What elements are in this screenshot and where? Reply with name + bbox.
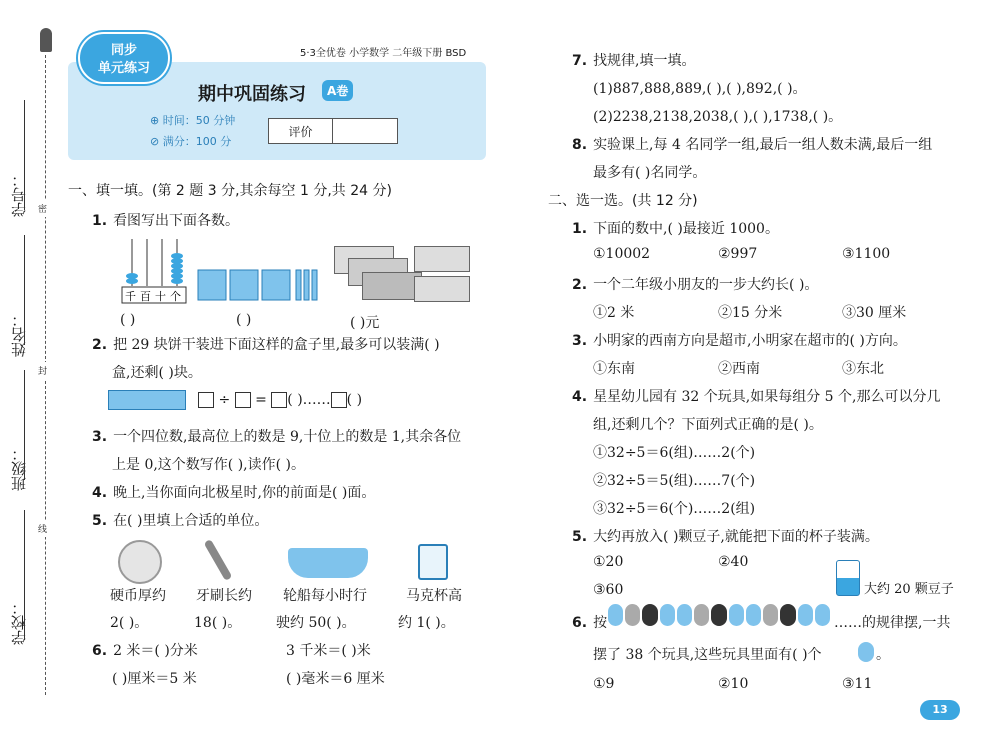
q-text: 按 — [593, 615, 608, 631]
toy-icon — [798, 604, 813, 626]
blocks-figure — [196, 262, 326, 304]
q-num: 5. — [92, 513, 108, 529]
seal-mark-feng: 封 — [38, 362, 47, 379]
question-2-1 — [572, 218, 779, 238]
option-c[interactable]: ③11 — [842, 676, 873, 692]
q-text: 星星幼儿园有 32 个玩具,如果每组分 5 个,那么可以分几 — [593, 389, 941, 405]
toy-sequence — [608, 604, 830, 630]
option-b[interactable]: ②西南 — [718, 361, 760, 377]
school-line[interactable] — [24, 510, 25, 640]
q-num: 6. — [92, 643, 108, 659]
seal-mark-xian: 线 — [38, 520, 47, 537]
cup-caption: 大约 20 颗豆子 — [864, 582, 954, 597]
evaluation-field[interactable] — [333, 119, 397, 143]
evaluation-label: 评价 — [269, 119, 333, 143]
answer-blank-money[interactable]: ( )元 — [350, 315, 380, 331]
class-label: 班级： — [10, 446, 28, 491]
option-b[interactable]: ②10 — [718, 676, 749, 692]
abacus-label: 千百十个 — [125, 290, 185, 303]
q-num: 2. — [92, 337, 108, 353]
toy-icon — [729, 604, 744, 626]
badge-line-1: 同步 — [110, 43, 137, 58]
question-2-5 — [572, 526, 879, 546]
q-num: 7. — [572, 53, 588, 69]
option-c[interactable]: ③60 — [593, 582, 624, 598]
question-2-2 — [572, 274, 818, 294]
toy-icon — [780, 604, 795, 626]
cookie-box-icon — [108, 390, 186, 410]
option-c[interactable]: ③1100 — [842, 246, 891, 262]
option-b[interactable]: ②997 — [718, 246, 758, 262]
question-1-2-cont: 盒,还剩( )块。 — [112, 365, 202, 381]
question-2-6-cont: 摆了 38 个玩具,这些玩具里面有( )个 — [593, 647, 822, 663]
q6-item-3: ( )厘米＝5 米 — [112, 671, 197, 687]
answer-box[interactable] — [331, 392, 347, 408]
question-8 — [572, 134, 932, 154]
question-2-3 — [572, 330, 907, 350]
q-num: 3. — [92, 429, 108, 445]
q-num: 6. — [572, 615, 588, 631]
ten-rods — [296, 270, 317, 300]
q5-answer-ship[interactable]: 驶约 50( )。 — [276, 615, 356, 631]
ship-icon — [288, 548, 368, 578]
q-text: 找规律,填一填。 — [593, 53, 696, 69]
q-num: 5. — [572, 529, 588, 545]
unit-blank[interactable]: ( ) — [346, 392, 363, 408]
banknotes-figure — [334, 246, 470, 304]
toy-icon — [763, 604, 778, 626]
q-text: 一个四位数,最高位上的数是 9,十位上的数是 1,其余各位 — [113, 429, 462, 445]
option-a[interactable]: ①9 — [593, 676, 615, 692]
q7-sequence-1: (1)887,888,889,( ),( ),892,( )。 — [593, 81, 807, 97]
q5-label-coin: 硬币厚约 — [110, 588, 166, 604]
q-text: 大约再放入( )颗豆子,就能把下面的杯子装满。 — [593, 529, 879, 545]
rocket-icon — [40, 28, 52, 52]
question-8-cont: 最多有( )名同学。 — [593, 165, 707, 181]
q5-label-ship: 轮船每小时行 — [283, 588, 367, 604]
monkey-toy-icon — [858, 642, 874, 662]
q-num: 2. — [572, 277, 588, 293]
toy-icon — [625, 604, 640, 626]
q-text: 小明家的西南方向是超市,小明家在超市的( )方向。 — [593, 333, 907, 349]
toy-icon — [815, 604, 830, 626]
option-c[interactable]: ③32÷5＝6(个)……2(组) — [593, 501, 756, 517]
evaluation-box — [268, 118, 398, 144]
version-badge: A卷 — [322, 80, 353, 101]
divide-sign: ÷ — [218, 392, 231, 408]
question-2-4-cont: 组,还剩几个？下面列式正确的是( )。 — [593, 417, 823, 433]
division-equation — [198, 392, 362, 408]
class-line[interactable] — [24, 370, 25, 480]
cup-icon — [836, 560, 860, 596]
name-line[interactable] — [24, 235, 25, 345]
question-2-6-end: 。 — [876, 647, 890, 663]
section-2-title: 二、选一选。(共 12 分) — [548, 193, 698, 209]
q-text: 2 米＝( )分米 — [113, 643, 198, 659]
q-text: 实验课上,每 4 名同学一组,最后一组人数未满,最后一组 — [593, 137, 933, 153]
unit-blank[interactable]: ( ) — [287, 392, 303, 408]
toy-icon — [642, 604, 657, 626]
q5-label-toothbrush: 牙刷长约 — [196, 588, 252, 604]
question-1-3 — [92, 426, 461, 446]
option-c[interactable]: ③东北 — [842, 361, 884, 377]
mug-icon — [418, 544, 448, 580]
q-text: 在( )里填上合适的单位。 — [113, 513, 269, 529]
toy-icon — [694, 604, 709, 626]
answer-box[interactable] — [271, 392, 287, 408]
q-num: 3. — [572, 333, 588, 349]
option-a[interactable]: ①10002 — [593, 246, 651, 262]
page-number: 13 — [920, 700, 960, 720]
score-text: 满分：100 分 — [162, 135, 232, 148]
q-num: 4. — [572, 389, 588, 405]
option-c[interactable]: ③30 厘米 — [842, 305, 907, 321]
option-a[interactable]: ①20 — [593, 554, 624, 570]
time-text: 时间：50 分钟 — [162, 114, 236, 127]
question-7 — [572, 50, 696, 70]
q-num: 1. — [92, 213, 108, 229]
option-a[interactable]: ①东南 — [593, 361, 635, 377]
q-text: 看图写出下面各数。 — [113, 213, 240, 229]
section-1-title: 一、填一填。(第 2 题 3 分,其余每空 1 分,共 24 分) — [68, 183, 392, 199]
q5-label-mug: 马克杯高 — [406, 588, 462, 604]
school-label: 学校： — [10, 600, 28, 645]
sync-badge — [78, 32, 170, 84]
toy-icon — [660, 604, 675, 626]
question-2-6 — [572, 612, 607, 632]
q6-item-2: 3 千米＝( )米 — [286, 643, 371, 659]
q-text: 下面的数中,( )最接近 1000。 — [593, 221, 779, 237]
badge-line-2: 单元练习 — [97, 61, 150, 76]
thousand-cubes — [198, 270, 290, 300]
q-text: 一个二年级小朋友的一步大约长( )。 — [593, 277, 819, 293]
answer-box[interactable] — [198, 392, 214, 408]
q5-answer-toothbrush[interactable]: 18( )。 — [194, 615, 242, 631]
toothbrush-icon — [204, 539, 233, 581]
page-title: 期中巩固练习 — [198, 84, 306, 105]
q5-answer-mug[interactable]: 约 1( )。 — [398, 615, 455, 631]
q-text: 把 29 块饼干装进下面这样的盒子里,最多可以装满( ) — [113, 337, 440, 353]
q-text: 晚上,当你面向北极星时,你的前面是( )面。 — [113, 485, 376, 501]
question-1-4 — [92, 482, 375, 502]
q-num: 4. — [92, 485, 108, 501]
time-label — [150, 112, 235, 128]
question-1-2 — [92, 334, 440, 354]
series-label: 5·3全优卷 小学数学 二年级下册 BSD — [300, 48, 467, 59]
question-2-6-mid: ……的规律摆,一共 — [834, 615, 951, 631]
q5-answer-coin[interactable]: 2( )。 — [110, 615, 149, 631]
toy-icon — [608, 604, 623, 626]
toy-icon — [677, 604, 692, 626]
question-2-4 — [572, 386, 940, 406]
abacus-beads — [126, 253, 183, 284]
question-1-5 — [92, 510, 268, 530]
option-b[interactable]: ②32÷5＝5(组)……7(个) — [593, 473, 756, 489]
banknote — [414, 276, 470, 302]
abacus-figure — [120, 234, 190, 306]
banknote — [362, 272, 422, 300]
question-1-3-cont: 上是 0,这个数写作( ),读作( )。 — [112, 457, 306, 473]
toy-icon — [746, 604, 761, 626]
equals-sign: = — [255, 392, 267, 408]
remainder-sign: …… — [302, 392, 331, 408]
option-a[interactable]: ①2 米 — [593, 305, 635, 321]
toy-icon — [711, 604, 726, 626]
banknote — [414, 246, 470, 272]
q-num: 8. — [572, 137, 588, 153]
answer-blank-abacus[interactable]: ( ) — [120, 312, 136, 328]
student-id-label: 学号： — [10, 172, 28, 217]
q-num: 1. — [572, 221, 588, 237]
check-icon: ⊘ — [150, 135, 163, 148]
clock-icon: ⊕ — [150, 114, 163, 127]
name-label: 姓名： — [10, 312, 28, 357]
option-b[interactable]: ②40 — [718, 554, 749, 570]
coin-icon — [118, 540, 162, 584]
seal-mark-mi: 密 — [38, 200, 47, 217]
question-1-1 — [92, 210, 239, 230]
q6-item-4: ( )毫米＝6 厘米 — [286, 671, 385, 687]
score-label — [150, 133, 231, 149]
answer-box[interactable] — [235, 392, 251, 408]
option-b[interactable]: ②15 分米 — [718, 305, 783, 321]
answer-blank-blocks[interactable]: ( ) — [236, 312, 252, 328]
q7-sequence-2: (2)2238,2138,2038,( ),( ),1738,( )。 — [593, 109, 843, 125]
option-a[interactable]: ①32÷5＝6(组)……2(个) — [593, 445, 756, 461]
student-id-line[interactable] — [24, 100, 25, 210]
question-1-6 — [92, 640, 198, 660]
